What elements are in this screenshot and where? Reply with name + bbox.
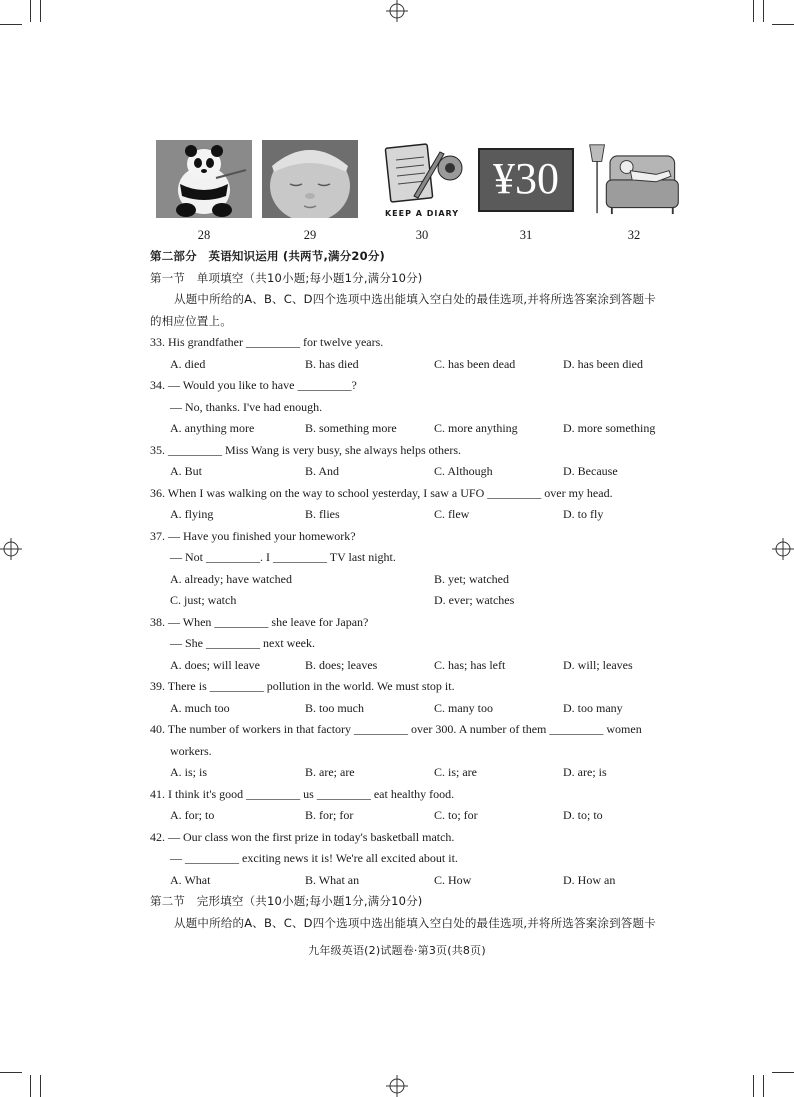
diary-picture: [374, 140, 470, 218]
option: C. to; for: [434, 808, 478, 822]
crop-mark: [763, 0, 764, 22]
option: D. are; is: [563, 765, 607, 779]
question-stem: 38. — When _________ she leave for Japan?: [150, 614, 369, 629]
picture-number: 32: [627, 228, 641, 242]
picture-number: 28: [197, 228, 211, 242]
option: C. How: [434, 872, 472, 887]
option: B. What an: [305, 872, 360, 887]
option: A. But: [170, 464, 203, 478]
option: A. much too: [170, 700, 230, 715]
option: C. flew: [434, 507, 470, 521]
panda-picture: [156, 140, 252, 218]
options-row: [150, 418, 695, 440]
options-row: [150, 461, 695, 483]
option: A. already; have watched: [170, 571, 292, 586]
option: B. does; leaves: [305, 657, 378, 672]
question-stem: 33. His grandfather _________ for twelve years.: [150, 335, 384, 349]
picture-number: 29: [303, 228, 317, 242]
question-stem: workers.: [170, 743, 212, 758]
option: B. are; are: [305, 765, 355, 779]
option: B. yet; watched: [434, 571, 509, 586]
option: C. just; watch: [170, 593, 237, 607]
option: A. anything more: [170, 421, 255, 435]
registration-mark: [0, 538, 22, 560]
option: B. something more: [305, 421, 397, 435]
question-stem: 37. — Have you finished your homework?: [150, 528, 356, 543]
options-row: [150, 698, 695, 720]
option: B. for; for: [305, 808, 354, 822]
question-stem: 36. When I was walking on the way to school yesterday, I saw a UFO _________ over my head.: [150, 485, 613, 500]
picture-number: 30: [415, 228, 429, 242]
options-row: [150, 569, 695, 591]
crop-mark: [753, 1075, 754, 1097]
crop-mark: [40, 0, 41, 22]
option: A. is; is: [170, 765, 208, 779]
option: D. ever; watches: [434, 593, 515, 607]
option: D. too many: [563, 700, 623, 715]
crop-mark: [0, 1072, 22, 1073]
sofa-picture: [586, 140, 682, 218]
part-title: 第二部分 英语知识运用 (共两节,满分20分): [150, 249, 385, 263]
option: C. has been dead: [434, 356, 516, 371]
option: C. is; are: [434, 765, 477, 779]
question-stem: 40. The number of workers in that factory _________ over 300. A number of them _________ women: [150, 722, 642, 736]
option: A. What: [170, 872, 211, 887]
registration-mark: [386, 0, 408, 22]
option: A. for; to: [170, 808, 215, 822]
option: C. has; has left: [434, 657, 506, 672]
question-stem: — Not _________. I _________ TV last night.: [170, 550, 396, 564]
picture-row: [150, 140, 690, 246]
options-row: [150, 655, 695, 677]
option: A. flying: [170, 507, 214, 521]
option: D. to fly: [563, 507, 604, 521]
price-picture: [478, 148, 574, 212]
registration-mark: [772, 538, 794, 560]
option: A. does; will leave: [170, 657, 260, 672]
section2-instructions: 从题中所给的A、B、C、D四个选项中选出能填入空白处的最佳选项,并将所选答案涂到答题卡: [174, 915, 656, 930]
question-stem: — _________ exciting news it is! We're all excited about it.: [170, 851, 458, 865]
question-stem: — She _________ next week.: [170, 636, 315, 650]
crop-mark: [753, 0, 754, 22]
crop-mark: [763, 1075, 764, 1097]
options-row: [150, 590, 695, 612]
options-row: [150, 870, 695, 892]
section2-title: 第二节 完形填空（共10小题;每小题1分,满分10分): [150, 894, 423, 908]
option: D. How an: [563, 872, 616, 887]
option: C. Although: [434, 464, 493, 478]
question-stem: 35. _________ Miss Wang is very busy, she always helps others.: [150, 442, 462, 457]
crop-mark: [772, 1072, 794, 1073]
option: B. too much: [305, 700, 364, 715]
option: D. Because: [563, 464, 618, 478]
section1-instructions: 的相应位置上。: [150, 313, 232, 328]
crop-mark: [40, 1075, 41, 1097]
crop-mark: [772, 24, 794, 25]
option: D. more something: [563, 421, 656, 435]
page-footer: 九年级英语(2)试题卷·第3页(共8页): [308, 944, 486, 957]
crop-mark: [30, 1075, 31, 1097]
price-label: ¥30: [493, 154, 559, 203]
question-stem: 39. There is _________ pollution in the world. We must stop it.: [150, 679, 455, 693]
crop-mark: [0, 24, 22, 25]
section1-instructions: 从题中所给的A、B、C、D四个选项中选出能填入空白处的最佳选项,并将所选答案涂到答题卡: [174, 292, 656, 306]
option: D. will; leaves: [563, 657, 633, 672]
option: D. has been died: [563, 356, 643, 371]
options-row: [150, 354, 695, 376]
option: B. flies: [305, 507, 340, 521]
option: B. And: [305, 464, 340, 478]
options-row: [150, 762, 695, 784]
crop-mark: [30, 0, 31, 22]
question-stem: 41. I think it's good _________ us _________ eat healthy food.: [150, 786, 455, 801]
question-stem: 34. — Would you like to have _________?: [150, 378, 357, 392]
option: B. has died: [305, 356, 359, 371]
question-stem: 42. — Our class won the first prize in today's basketball match.: [150, 829, 455, 844]
baby-picture: [262, 140, 358, 218]
options-row: [150, 805, 695, 827]
registration-mark: [386, 1075, 408, 1097]
option: A. died: [170, 356, 206, 371]
option: C. more anything: [434, 421, 518, 435]
diary-caption: KEEP A DIARY: [384, 209, 460, 218]
exam-text: [150, 246, 695, 934]
question-stem: — No, thanks. I've had enough.: [170, 399, 323, 414]
option: D. to; to: [563, 808, 603, 822]
picture-number: 31: [519, 228, 533, 242]
options-row: [150, 504, 695, 526]
option: C. many too: [434, 700, 493, 715]
section1-title: 第一节 单项填空（共10小题;每小题1分,满分10分): [150, 270, 423, 285]
